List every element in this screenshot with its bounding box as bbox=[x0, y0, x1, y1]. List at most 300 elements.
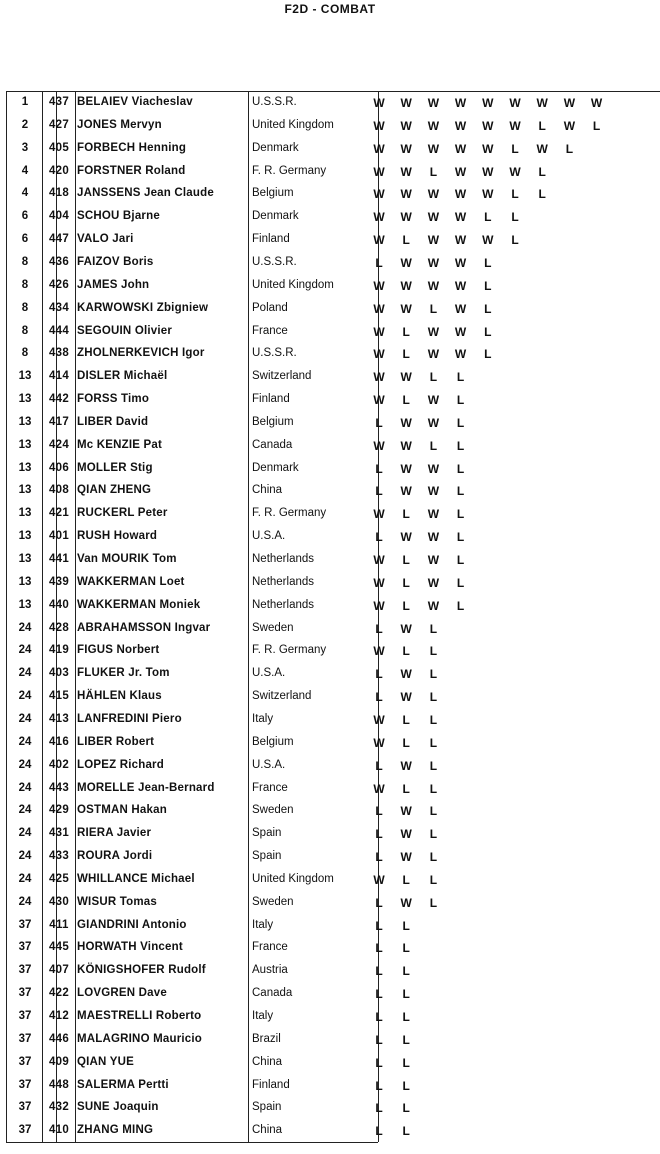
round-result-cell: L bbox=[375, 1032, 383, 1047]
round-result-cell: L bbox=[456, 553, 465, 567]
competitor-number-cell: 427 bbox=[48, 118, 70, 131]
country-cell: U.S.A. bbox=[252, 530, 286, 543]
round-result-cell: L bbox=[456, 530, 465, 545]
country-cell: Finland bbox=[252, 1078, 290, 1091]
competitor-name-cell: LOVGREN Dave bbox=[77, 987, 167, 1000]
table-row bbox=[6, 595, 660, 618]
round-result-cell: W bbox=[427, 118, 440, 133]
country-cell: F. R. Germany bbox=[252, 507, 327, 520]
competitor-number-cell: 426 bbox=[48, 278, 70, 291]
table-row bbox=[6, 1006, 660, 1029]
rank-cell: 24 bbox=[18, 735, 32, 748]
round-result-cell: W bbox=[373, 370, 385, 385]
round-result-cell: W bbox=[427, 210, 440, 225]
table-row bbox=[6, 549, 660, 572]
table-row bbox=[6, 275, 660, 298]
round-result-cell: L bbox=[375, 461, 383, 476]
rank-cell: 13 bbox=[18, 461, 32, 474]
rank-cell: 3 bbox=[21, 141, 29, 154]
table-row bbox=[6, 732, 660, 755]
round-result-cell: W bbox=[373, 735, 385, 750]
round-result-cell: L bbox=[456, 507, 465, 522]
competitor-name-cell: MORELLE Jean-Bernard bbox=[77, 781, 215, 794]
competitor-number-cell: 420 bbox=[48, 164, 70, 177]
round-result-cell: W bbox=[427, 187, 440, 202]
round-result-cell: L bbox=[402, 918, 410, 933]
table-row bbox=[6, 983, 660, 1006]
round-result-cell: W bbox=[427, 530, 440, 545]
round-result-cell: L bbox=[375, 484, 383, 499]
country-cell: F. R. Germany bbox=[252, 164, 327, 177]
round-result-cell: L bbox=[538, 164, 546, 179]
table-row bbox=[6, 915, 660, 938]
round-result-cell: L bbox=[402, 233, 410, 248]
round-result-cell: W bbox=[454, 96, 467, 110]
competitor-name-cell: SALERMA Pertti bbox=[77, 1078, 169, 1091]
round-result-cell: L bbox=[484, 324, 492, 339]
round-result-cell: W bbox=[427, 233, 440, 248]
table-row bbox=[6, 161, 660, 184]
round-result-cell: W bbox=[373, 301, 385, 316]
table-row bbox=[6, 503, 660, 526]
rank-cell: 13 bbox=[18, 370, 32, 383]
competitor-number-cell: 401 bbox=[48, 530, 70, 543]
table-row bbox=[6, 1097, 660, 1120]
round-result-cell: W bbox=[373, 164, 385, 179]
country-cell: Belgium bbox=[252, 415, 294, 428]
competitor-number-cell: 404 bbox=[48, 210, 70, 223]
rank-cell: 37 bbox=[18, 987, 32, 1000]
table-row bbox=[6, 229, 660, 252]
table-row bbox=[6, 618, 660, 641]
country-cell: Sweden bbox=[252, 804, 294, 817]
round-result-cell: L bbox=[375, 941, 383, 956]
rank-cell: 24 bbox=[18, 690, 32, 703]
round-result-cell: W bbox=[454, 141, 467, 156]
table-row bbox=[6, 1075, 660, 1098]
table-row bbox=[6, 892, 660, 915]
round-result-cell: W bbox=[400, 758, 412, 773]
table-row bbox=[6, 1120, 660, 1143]
round-result-cell: W bbox=[509, 164, 521, 179]
round-result-cell: L bbox=[429, 301, 438, 316]
page-title: F2D - COMBAT bbox=[284, 2, 376, 16]
country-cell: Belgium bbox=[252, 187, 294, 200]
rank-cell: 24 bbox=[18, 758, 32, 771]
round-result-cell: W bbox=[373, 438, 385, 453]
table-row bbox=[6, 1052, 660, 1075]
competitor-number-cell: 409 bbox=[48, 1055, 70, 1068]
round-result-cell: W bbox=[454, 164, 467, 179]
rank-cell: 13 bbox=[18, 484, 32, 497]
rank-cell: 37 bbox=[18, 1078, 32, 1091]
round-result-cell: W bbox=[454, 255, 467, 270]
round-result-cell: W bbox=[563, 96, 576, 110]
round-result-cell: L bbox=[402, 575, 410, 590]
competitor-number-cell: 425 bbox=[48, 872, 70, 885]
round-result-cell: W bbox=[427, 553, 440, 567]
table-row bbox=[6, 846, 660, 869]
country-cell: France bbox=[252, 941, 288, 954]
competitor-number-cell: 448 bbox=[48, 1078, 70, 1091]
country-cell: Italy bbox=[252, 712, 274, 725]
country-cell: Netherlands bbox=[252, 598, 315, 611]
competitor-name-cell: Van MOURIK Tom bbox=[77, 553, 177, 565]
competitor-name-cell: SCHOU Bjarne bbox=[77, 210, 160, 223]
table-row bbox=[6, 526, 660, 549]
country-cell: U.S.S.R. bbox=[252, 347, 297, 360]
rank-cell: 1 bbox=[21, 96, 29, 108]
round-result-cell: L bbox=[402, 393, 410, 408]
competitor-name-cell: QIAN ZHENG bbox=[77, 484, 152, 497]
round-result-cell: W bbox=[373, 872, 385, 887]
competitor-name-cell: GIANDRINI Antonio bbox=[77, 918, 187, 931]
round-result-cell: W bbox=[400, 255, 412, 270]
round-result-cell: L bbox=[484, 278, 492, 293]
round-result-cell: W bbox=[454, 347, 467, 362]
round-result-cell: L bbox=[429, 621, 438, 636]
country-cell: Belgium bbox=[252, 735, 294, 748]
competitor-number-cell: 429 bbox=[48, 804, 70, 817]
round-result-cell: W bbox=[482, 164, 494, 179]
round-result-cell: L bbox=[429, 712, 438, 727]
country-cell: Spain bbox=[252, 827, 282, 840]
competitor-number-cell: 442 bbox=[48, 393, 70, 406]
competitor-number-cell: 439 bbox=[48, 575, 70, 588]
round-result-cell: L bbox=[375, 895, 383, 910]
country-cell: Italy bbox=[252, 1010, 274, 1022]
competitor-number-cell: 434 bbox=[48, 301, 70, 314]
country-cell: Brazil bbox=[252, 1032, 281, 1045]
competitor-number-cell: 408 bbox=[48, 484, 70, 497]
competitor-name-cell: ZHOLNERKEVICH Igor bbox=[77, 347, 205, 360]
round-result-cell: W bbox=[373, 141, 385, 156]
round-result-cell: L bbox=[375, 255, 383, 270]
competitor-number-cell: 438 bbox=[48, 347, 70, 360]
country-cell: Switzerland bbox=[252, 690, 312, 703]
table-row bbox=[6, 800, 660, 823]
country-cell: F. R. Germany bbox=[252, 644, 327, 657]
round-result-cell: L bbox=[402, 735, 410, 750]
rank-cell: 8 bbox=[21, 347, 29, 360]
round-result-cell: W bbox=[373, 347, 385, 362]
country-cell: China bbox=[252, 1055, 283, 1068]
round-result-cell: L bbox=[429, 827, 438, 842]
competitor-name-cell: MOLLER Stig bbox=[77, 461, 153, 474]
round-result-cell: L bbox=[402, 1124, 410, 1139]
table-row bbox=[6, 138, 660, 161]
competitor-number-cell: 407 bbox=[48, 964, 70, 977]
round-result-cell: W bbox=[400, 164, 412, 179]
table-row bbox=[6, 115, 660, 138]
competitor-number-cell: 414 bbox=[48, 370, 70, 383]
round-result-cell: W bbox=[427, 141, 440, 156]
competitor-number-cell: 406 bbox=[48, 461, 70, 474]
competitor-number-cell: 411 bbox=[49, 918, 69, 931]
competitor-name-cell: JAMES John bbox=[77, 278, 150, 291]
rank-cell: 24 bbox=[18, 781, 32, 794]
rank-cell: 13 bbox=[18, 393, 32, 406]
rank-cell: 4 bbox=[21, 164, 29, 177]
round-result-cell: L bbox=[375, 1055, 383, 1070]
round-result-cell: L bbox=[375, 827, 383, 842]
round-result-cell: W bbox=[373, 781, 385, 796]
competitor-number-cell: 405 bbox=[48, 141, 70, 154]
table-row bbox=[6, 778, 660, 801]
rank-cell: 13 bbox=[18, 530, 32, 543]
competitor-name-cell: VALO Jari bbox=[77, 233, 134, 246]
rank-cell: 37 bbox=[18, 941, 32, 954]
competitor-name-cell: FORSS Timo bbox=[77, 393, 150, 406]
table-row bbox=[6, 343, 660, 366]
country-cell: Denmark bbox=[252, 210, 299, 223]
table-row bbox=[6, 92, 660, 115]
competitor-name-cell: WAKKERMAN Loet bbox=[77, 575, 185, 588]
round-result-cell: W bbox=[373, 96, 385, 110]
round-result-cell: W bbox=[427, 324, 440, 339]
round-result-cell: L bbox=[429, 164, 438, 179]
round-result-cell: L bbox=[484, 255, 492, 270]
competitor-number-cell: 410 bbox=[48, 1124, 70, 1137]
round-result-cell: W bbox=[373, 712, 385, 727]
round-result-cell: L bbox=[402, 872, 410, 887]
competitor-name-cell: JANSSENS Jean Claude bbox=[77, 187, 214, 200]
round-result-cell: L bbox=[538, 187, 546, 202]
round-result-cell: L bbox=[565, 141, 574, 156]
round-result-cell: W bbox=[454, 301, 467, 316]
competitor-name-cell: LIBER David bbox=[77, 415, 149, 428]
round-result-cell: L bbox=[375, 415, 383, 430]
rank-cell: 4 bbox=[21, 187, 29, 200]
round-result-cell: W bbox=[509, 118, 521, 133]
table-row bbox=[6, 298, 660, 321]
round-result-cell: W bbox=[427, 484, 440, 499]
round-result-cell: L bbox=[375, 804, 383, 819]
round-result-cell: L bbox=[402, 507, 410, 522]
round-result-cell: L bbox=[429, 735, 438, 750]
round-result-cell: L bbox=[375, 850, 383, 865]
round-result-cell: L bbox=[402, 987, 410, 1002]
rank-cell: 13 bbox=[18, 507, 32, 520]
round-result-cell: W bbox=[373, 187, 385, 202]
country-cell: France bbox=[252, 781, 288, 794]
rank-cell: 8 bbox=[21, 255, 29, 268]
table-row bbox=[6, 458, 660, 481]
round-result-cell: L bbox=[402, 1032, 410, 1047]
country-cell: China bbox=[252, 1124, 283, 1137]
round-result-cell: L bbox=[402, 1101, 410, 1116]
competitor-number-cell: 415 bbox=[48, 690, 70, 703]
round-result-cell: L bbox=[456, 415, 465, 430]
round-result-cell: L bbox=[429, 644, 438, 659]
round-result-cell: L bbox=[375, 758, 383, 773]
competitor-number-cell: 440 bbox=[48, 598, 70, 611]
table-row bbox=[6, 366, 660, 389]
round-result-cell: L bbox=[429, 370, 438, 385]
table-row bbox=[6, 663, 660, 686]
round-result-cell: L bbox=[456, 575, 465, 590]
rank-cell: 24 bbox=[18, 667, 32, 680]
round-result-cell: W bbox=[482, 233, 494, 248]
rank-cell: 37 bbox=[18, 1032, 32, 1045]
competitor-name-cell: LIBER Robert bbox=[77, 735, 155, 748]
round-result-cell: L bbox=[456, 438, 465, 453]
country-cell: United Kingdom bbox=[252, 278, 334, 291]
round-result-cell: W bbox=[509, 96, 521, 110]
rank-cell: 24 bbox=[18, 804, 32, 817]
competitor-name-cell: Mc KENZIE Pat bbox=[77, 438, 163, 451]
competitor-number-cell: 419 bbox=[48, 644, 70, 657]
country-cell: Denmark bbox=[252, 141, 299, 154]
competitor-number-cell: 422 bbox=[48, 987, 70, 1000]
competitor-name-cell: JONES Mervyn bbox=[77, 118, 162, 131]
round-result-cell: L bbox=[375, 621, 383, 636]
competitor-number-cell: 446 bbox=[48, 1032, 70, 1045]
competitor-number-cell: 402 bbox=[48, 758, 70, 771]
round-result-cell: L bbox=[484, 301, 492, 316]
country-cell: Sweden bbox=[252, 895, 294, 908]
round-result-cell: W bbox=[373, 324, 385, 339]
round-result-cell: L bbox=[456, 370, 465, 385]
round-result-cell: W bbox=[563, 118, 576, 133]
round-result-cell: W bbox=[482, 118, 494, 133]
rank-cell: 24 bbox=[18, 850, 32, 863]
country-cell: United Kingdom bbox=[252, 118, 334, 131]
round-result-cell: L bbox=[375, 964, 383, 979]
round-result-cell: L bbox=[375, 987, 383, 1002]
competitor-number-cell: 436 bbox=[48, 255, 70, 268]
country-cell: Canada bbox=[252, 438, 293, 451]
competitor-name-cell: HORWATH Vincent bbox=[77, 941, 183, 954]
round-result-cell: W bbox=[400, 187, 412, 202]
country-cell: Finland bbox=[252, 393, 290, 406]
rank-cell: 8 bbox=[21, 301, 29, 314]
round-result-cell: W bbox=[427, 96, 440, 110]
round-result-cell: L bbox=[429, 804, 438, 819]
round-result-cell: W bbox=[400, 438, 412, 453]
competitor-name-cell: KÖNIGSHOFER Rudolf bbox=[77, 964, 206, 977]
results-table bbox=[6, 91, 660, 1142]
country-cell: Netherlands bbox=[252, 575, 315, 588]
round-result-cell: L bbox=[402, 324, 410, 339]
round-result-cell: W bbox=[373, 553, 385, 567]
round-result-cell: L bbox=[402, 712, 410, 727]
rank-cell: 37 bbox=[18, 964, 32, 977]
round-result-cell: W bbox=[482, 96, 494, 110]
round-result-cell: L bbox=[429, 438, 438, 453]
table-row bbox=[6, 686, 660, 709]
country-cell: United Kingdom bbox=[252, 872, 334, 885]
competitor-number-cell: 437 bbox=[48, 96, 70, 108]
table-row bbox=[6, 1029, 660, 1052]
round-result-cell: W bbox=[482, 187, 494, 202]
country-cell: U.S.S.R. bbox=[252, 96, 297, 108]
competitor-number-cell: 416 bbox=[48, 735, 70, 748]
table-row bbox=[6, 823, 660, 846]
round-result-cell: W bbox=[427, 461, 440, 476]
round-result-cell: W bbox=[400, 210, 412, 225]
round-result-cell: W bbox=[400, 850, 412, 865]
round-result-cell: L bbox=[429, 667, 438, 682]
round-result-cell: L bbox=[511, 141, 519, 156]
competitor-number-cell: 418 bbox=[48, 187, 70, 200]
country-cell: Austria bbox=[252, 964, 288, 977]
competitor-number-cell: 413 bbox=[48, 712, 70, 725]
rank-cell: 13 bbox=[18, 415, 32, 428]
round-result-cell: W bbox=[427, 393, 440, 408]
round-result-cell: W bbox=[427, 507, 440, 522]
rank-cell: 13 bbox=[18, 598, 32, 611]
round-result-cell: L bbox=[402, 1055, 410, 1070]
round-result-cell: W bbox=[373, 598, 385, 613]
round-result-cell: W bbox=[400, 141, 412, 156]
round-result-cell: W bbox=[454, 118, 467, 133]
competitor-name-cell: KARWOWSKI Zbigniew bbox=[77, 301, 209, 314]
competitor-number-cell: 432 bbox=[48, 1101, 70, 1114]
round-result-cell: L bbox=[402, 964, 410, 979]
competitor-number-cell: 447 bbox=[48, 233, 70, 246]
competitor-name-cell: FLUKER Jr. Tom bbox=[77, 667, 170, 680]
round-result-cell: L bbox=[402, 644, 410, 659]
competitor-name-cell: FAIZOV Boris bbox=[77, 255, 154, 268]
rank-cell: 24 bbox=[18, 827, 32, 840]
rank-cell: 24 bbox=[18, 644, 32, 657]
round-result-cell: W bbox=[400, 621, 412, 636]
round-result-cell: W bbox=[590, 96, 603, 110]
round-result-cell: W bbox=[373, 575, 385, 590]
country-cell: U.S.A. bbox=[252, 758, 286, 771]
round-result-cell: L bbox=[402, 1078, 410, 1093]
competitor-name-cell: WAKKERMAN Moniek bbox=[77, 598, 201, 611]
rank-cell: 37 bbox=[18, 918, 32, 931]
country-cell: Italy bbox=[252, 918, 274, 931]
round-result-cell: L bbox=[484, 210, 492, 225]
round-result-cell: W bbox=[427, 255, 440, 270]
round-result-cell: W bbox=[536, 96, 548, 110]
round-result-cell: W bbox=[454, 233, 467, 248]
competitor-name-cell: ROURA Jordi bbox=[77, 850, 153, 863]
round-result-cell: L bbox=[375, 690, 383, 705]
round-result-cell: L bbox=[375, 1078, 383, 1093]
table-row bbox=[6, 709, 660, 732]
country-cell: Netherlands bbox=[252, 553, 315, 565]
round-result-cell: W bbox=[400, 370, 412, 385]
round-result-cell: L bbox=[402, 347, 410, 362]
table-row bbox=[6, 640, 660, 663]
round-result-cell: L bbox=[375, 1101, 383, 1116]
rank-cell: 24 bbox=[18, 621, 32, 634]
country-cell: Switzerland bbox=[252, 370, 312, 383]
rank-cell: 13 bbox=[18, 575, 32, 588]
country-cell: Sweden bbox=[252, 621, 294, 634]
country-cell: Spain bbox=[252, 850, 282, 863]
competitor-number-cell: 403 bbox=[48, 667, 70, 680]
round-result-cell: L bbox=[511, 233, 519, 248]
competitor-name-cell: MALAGRINO Mauricio bbox=[77, 1032, 202, 1045]
round-result-cell: L bbox=[402, 553, 410, 567]
table-row bbox=[6, 252, 660, 275]
round-result-cell: W bbox=[400, 804, 412, 819]
competitor-name-cell: LANFREDINI Piero bbox=[77, 712, 182, 725]
table-row bbox=[6, 572, 660, 595]
competitor-number-cell: 445 bbox=[48, 941, 70, 954]
round-result-cell: W bbox=[400, 484, 412, 499]
table-row bbox=[6, 321, 660, 344]
round-result-cell: W bbox=[536, 141, 548, 156]
competitor-name-cell: QIAN YUE bbox=[77, 1055, 134, 1068]
competitor-name-cell: ABRAHAMSSON Ingvar bbox=[77, 621, 211, 634]
round-result-cell: L bbox=[429, 690, 438, 705]
